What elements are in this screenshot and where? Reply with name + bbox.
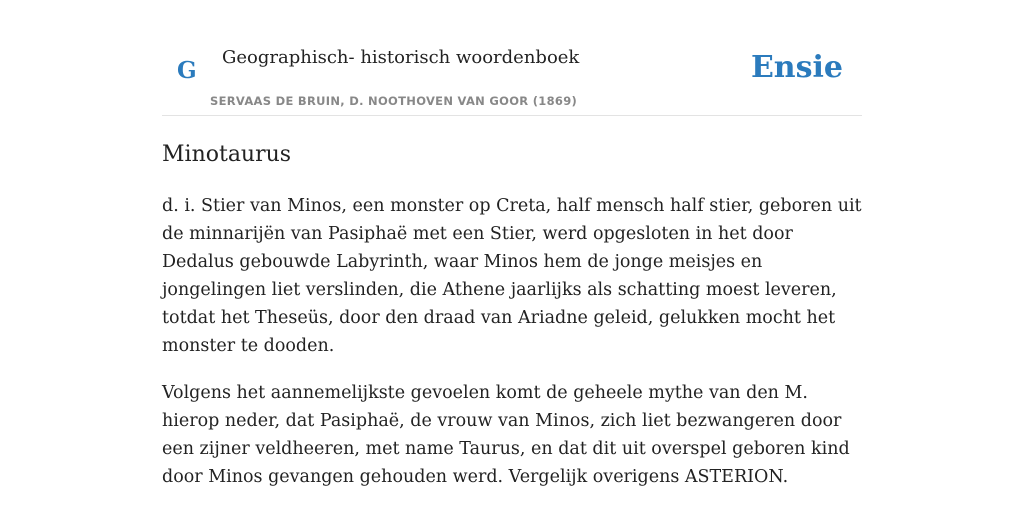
dictionary-title[interactable]: Geographisch- historisch woordenboek [222, 47, 580, 68]
dictionary-header [162, 36, 862, 116]
dictionary-logo-letter[interactable]: G [177, 57, 197, 84]
dictionary-author-line: SERVAAS DE BRUIN, D. NOOTHOVEN VAN GOOR (1869) [210, 94, 578, 108]
ensie-logo-link[interactable]: Ensie [750, 50, 843, 85]
entry-content [162, 138, 862, 491]
entry-paragraph: d. i. Stier van Minos, een monster op Creta, half mensch half stier, geboren uit de minnarijën van Pasiphaë met een Stier, werd opgesloten in het door Dedalus gebouwde Labyrinth, waar Minos hem de jonge meisjes en jongelingen liet verslinden, die Athene jaarlijks als schatting moest leveren, totdat het Theseüs, door den draad van Ariadne geleid, gelukken mocht het monster te dooden. [162, 196, 862, 356]
entry-title: Minotaurus [162, 142, 292, 167]
entry-paragraph: Volgens het aannemelijkste gevoelen komt de geheele mythe van den M. hierop neder, dat Pasiphaë, de vrouw van Minos, zich liet bezwangeren door een zijner veldheeren, met name Taurus, en dat dit uit overspel geboren kind door Minos gevangen gehouden werd. Vergelijk overigens ASTERION. [162, 383, 850, 487]
